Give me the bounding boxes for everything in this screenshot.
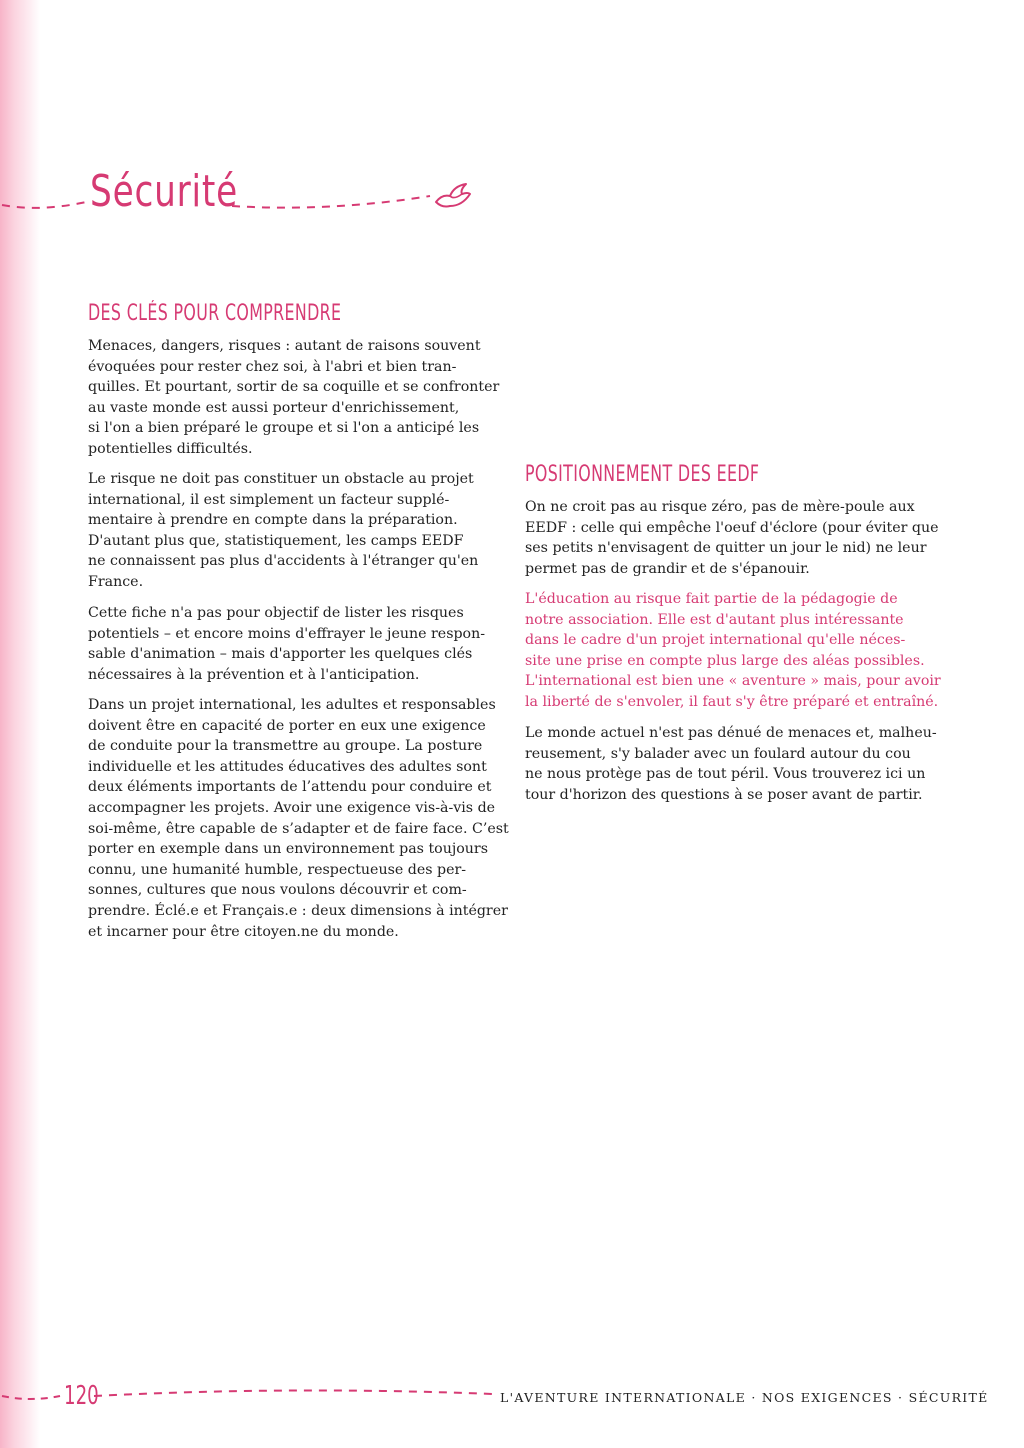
footer-dashed-line-left: [0, 1384, 64, 1408]
section-heading-right: POSITIONNEMENT DES EEDF: [525, 462, 760, 487]
page-title: Sécurité: [90, 166, 238, 217]
footer-running-title: L'AVENTURE INTERNATIONALE · NOS EXIGENCES · SÉCURITÉ: [500, 1390, 989, 1405]
section-heading-left: DES CLÉS POUR COMPRENDRE: [88, 301, 342, 326]
page-number: 120: [64, 1381, 99, 1411]
left-paragraph-1: Menaces, dangers, risques : autant de raisons souvent évoquées pour rester chez soi, à l'abri et bien tran- quilles. Et pourtant, sortir de sa coquille et se confronter au vaste monde est aussi porteur d'enrichissement, si l'on a bien préparé le groupe et si l'on a anticipé les potentielles difficultés.: [88, 338, 500, 457]
right-paragraph-1: On ne croit pas au risque zéro, pas de mère-poule aux EEDF : celle qui empêche l'oeuf d'éclore (pour éviter que ses petits n'envisagent de quitter un jour le nid) ne leur permet pas de grandir et de s'épanouir.: [525, 499, 939, 577]
title-dashed-line-left: [0, 190, 90, 220]
left-paragraph-4: Dans un projet international, les adultes et responsables doivent être en capacité de porter en eux une exigence de conduite pour la transmettre au groupe. La posture individuelle et les attitudes éducatives des adultes sont deux éléments importants de l’attendu pour conduire et accompagner les projets. Avoir une exigence vis-à-vis de soi-même, être capable de s’adapter et de faire face. C’est porter en exemple dans un environnement pas toujours connu, une humanité humble, respectueuse des per- sonnes, cultures que nous voulons découvrir et com- prendre. Éclé.e et Français.e : deux dimensions à intégrer et incarner pour être citoyen.ne du monde.: [88, 697, 509, 940]
footer-dashed-line-right: [92, 1382, 497, 1406]
right-paragraph-highlight: L'éducation au risque fait partie de la pédagogie de notre association. Elle est d'autant plus intéressante dans le cadre d'un projet international qu'elle néces- site une prise en compte plus large des aléas possibles. L'international est bien une « aventure » mais, pour avoir la liberté de s'envoler, il faut s'y être préparé et entraîné.: [525, 591, 941, 710]
left-paragraph-2: Le risque ne doit pas constituer un obstacle au projet international, il est simplement un facteur supplé- mentaire à prendre en compte dans la préparation. D'autant plus que, statistiquement, les camps EEDF ne connaissent pas plus d'accidents à l'étranger qu'en France.: [88, 471, 479, 590]
right-paragraph-3: Le monde actuel n'est pas dénué de menaces et, malheu- reusement, s'y balader avec un foulard autour du cou ne nous protège pas de tout péril. Vous trouverez ici un tour d'horizon des questions à se poser avant de partir.: [525, 725, 937, 803]
left-paragraph-3: Cette fiche n'a pas pour objectif de lister les risques potentiels – et encore moins d'effrayer le jeune respon- sable d'animation – mais d'apporter les quelques clés nécessaires à la prévention et à l'anticipation.: [88, 605, 486, 683]
title-dashed-line-right: [230, 186, 435, 216]
dove-icon: [432, 180, 472, 212]
